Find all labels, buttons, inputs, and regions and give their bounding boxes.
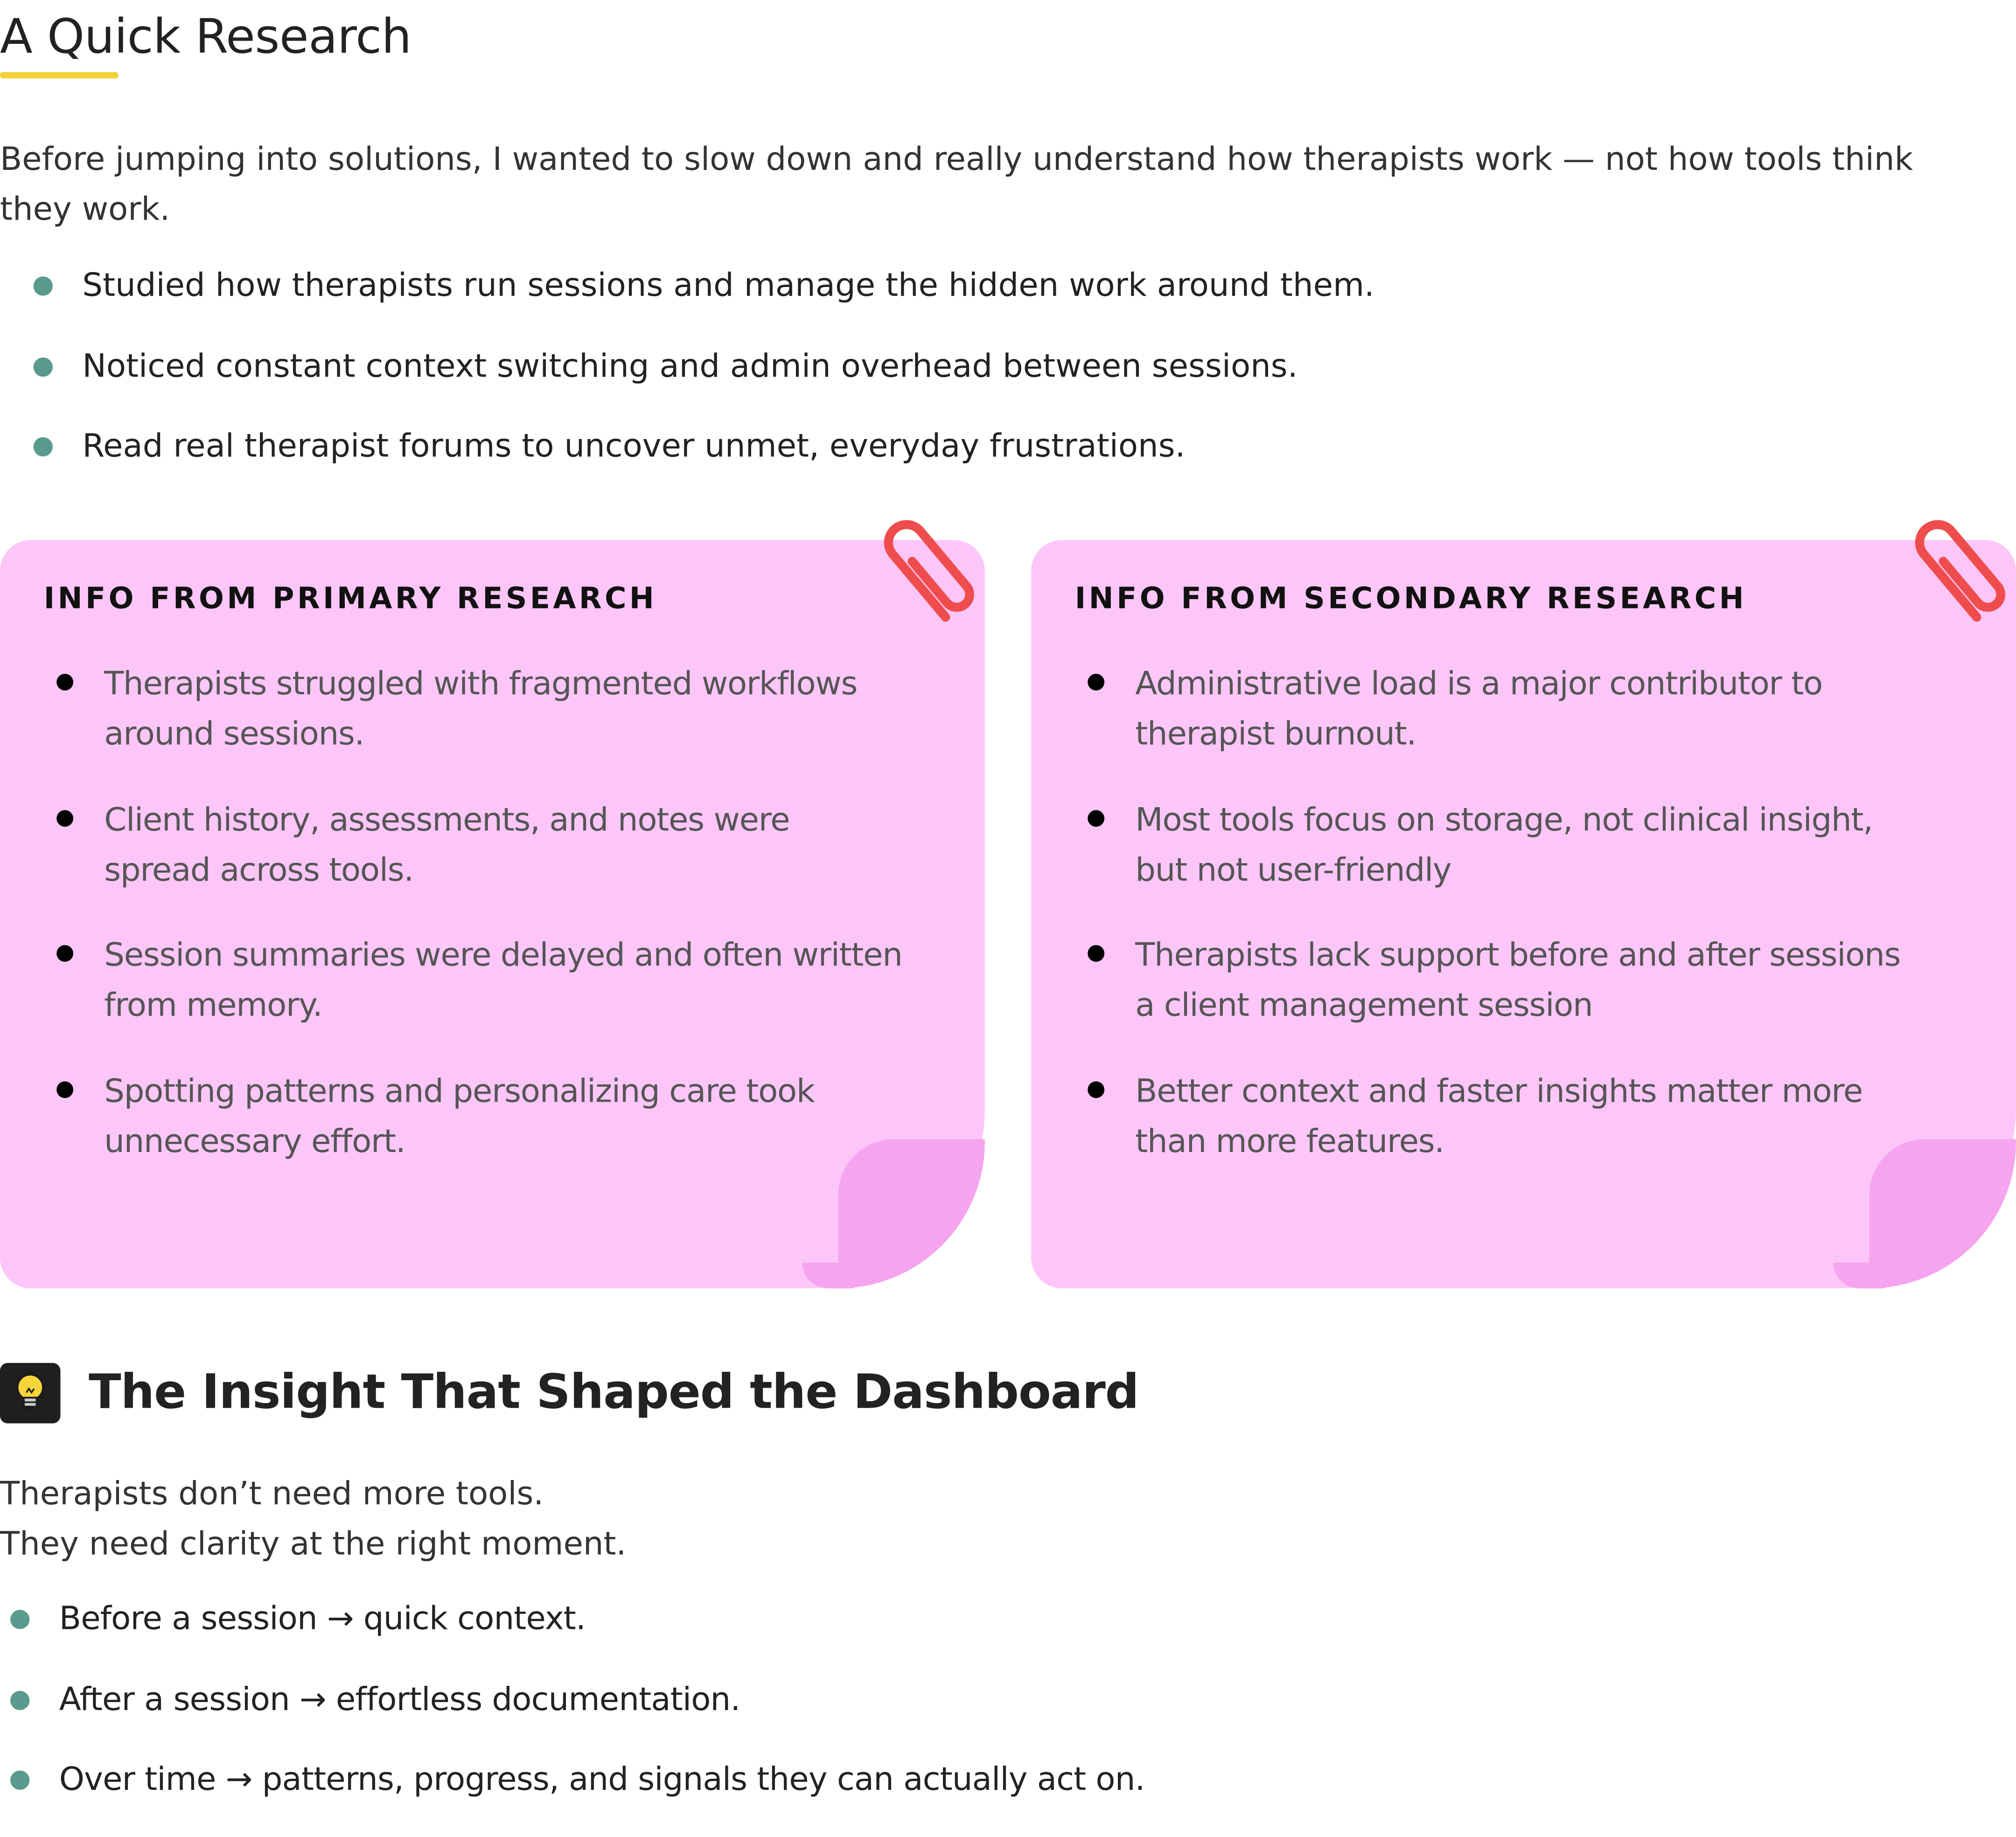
bullet-dot bbox=[56, 1081, 73, 1097]
list-item bbox=[0, 658, 951, 794]
bullet-dot bbox=[1088, 1081, 1104, 1097]
list-item-text: Over time → patterns, progress, and signals they can actually act on. bbox=[59, 1760, 1145, 1798]
list-item bbox=[0, 1065, 951, 1201]
list-item-text: Noticed constant context switching and admin overhead between sessions. bbox=[82, 346, 1298, 384]
list-item-text: Before a session → quick context. bbox=[59, 1600, 586, 1637]
list-item bbox=[1031, 794, 1982, 930]
sticky-note-secondary bbox=[1031, 540, 2016, 1288]
lightbulb-icon bbox=[0, 1363, 61, 1424]
list-item bbox=[0, 1756, 1145, 1837]
bullet-dot bbox=[34, 276, 53, 295]
bullet-dot bbox=[1088, 674, 1104, 691]
section-title-insight: The Insight That Shaped the Dashboard bbox=[89, 1364, 1139, 1420]
list-item bbox=[0, 262, 1374, 342]
note-list bbox=[1031, 658, 1982, 1201]
note-title: INFO FROM PRIMARY RESEARCH bbox=[43, 582, 657, 616]
list-item-text: After a session → effortless documentation. bbox=[59, 1680, 740, 1718]
insight-bullet-list bbox=[0, 1596, 1145, 1837]
list-item-text: Therapists struggled with fragmented workflows around sessions. bbox=[104, 664, 858, 753]
list-item bbox=[0, 423, 1374, 503]
list-item-text: Better context and faster insights matter more than more features. bbox=[1135, 1071, 1863, 1159]
list-item bbox=[1031, 658, 1982, 794]
bullet-dot bbox=[56, 810, 73, 826]
bullet-dot bbox=[10, 1610, 29, 1629]
note-list bbox=[0, 658, 951, 1201]
list-item-text: Studied how therapists run sessions and manage the hidden work around them. bbox=[82, 266, 1374, 304]
research-bullet-list bbox=[0, 262, 1374, 503]
bullet-dot bbox=[10, 1771, 29, 1790]
list-item bbox=[0, 342, 1374, 423]
research-intro: Before jumping into solutions, I wanted to slow down and really understand how therapists work — not how tools think they work. bbox=[0, 140, 1913, 228]
paperclip-icon bbox=[1892, 509, 2016, 638]
bullet-dot bbox=[56, 945, 73, 962]
insight-text bbox=[0, 1468, 626, 1569]
insight-line: They need clarity at the right moment. bbox=[0, 1525, 627, 1563]
list-item bbox=[0, 1676, 1145, 1756]
list-item bbox=[0, 929, 951, 1065]
title-underline bbox=[0, 72, 119, 78]
bullet-dot bbox=[34, 357, 53, 376]
list-item bbox=[0, 1596, 1145, 1676]
list-item-text: Session summaries were delayed and often written from memory. bbox=[104, 936, 902, 1024]
list-item-text: Client history, assessments, and notes were spread across tools. bbox=[104, 800, 790, 888]
bullet-dot bbox=[10, 1690, 29, 1709]
section-title-research: A Quick Research bbox=[0, 9, 412, 64]
list-item-text: Read real therapist forums to uncover unmet, everyday frustrations. bbox=[82, 426, 1186, 464]
bullet-dot bbox=[1088, 945, 1104, 962]
list-item bbox=[1031, 929, 1982, 1065]
list-item-text: Therapists lack support before and after sessions a client management session bbox=[1135, 936, 1901, 1024]
list-item bbox=[1031, 1065, 1982, 1201]
list-item-text: Spotting patterns and personalizing care took unnecessary effort. bbox=[104, 1071, 815, 1159]
sticky-note-primary bbox=[0, 540, 985, 1288]
list-item-text: Most tools focus on storage, not clinical insight, but not user-friendly bbox=[1135, 800, 1873, 888]
paperclip-icon bbox=[861, 509, 990, 638]
note-title: INFO FROM SECONDARY RESEARCH bbox=[1074, 582, 1747, 616]
insight-line: Therapists don’t need more tools. bbox=[0, 1474, 544, 1512]
list-item bbox=[0, 794, 951, 930]
bullet-dot bbox=[1088, 810, 1104, 826]
bullet-dot bbox=[34, 437, 53, 456]
list-item-text: Administrative load is a major contributor to therapist burnout. bbox=[1135, 664, 1822, 753]
bullet-dot bbox=[56, 674, 73, 691]
